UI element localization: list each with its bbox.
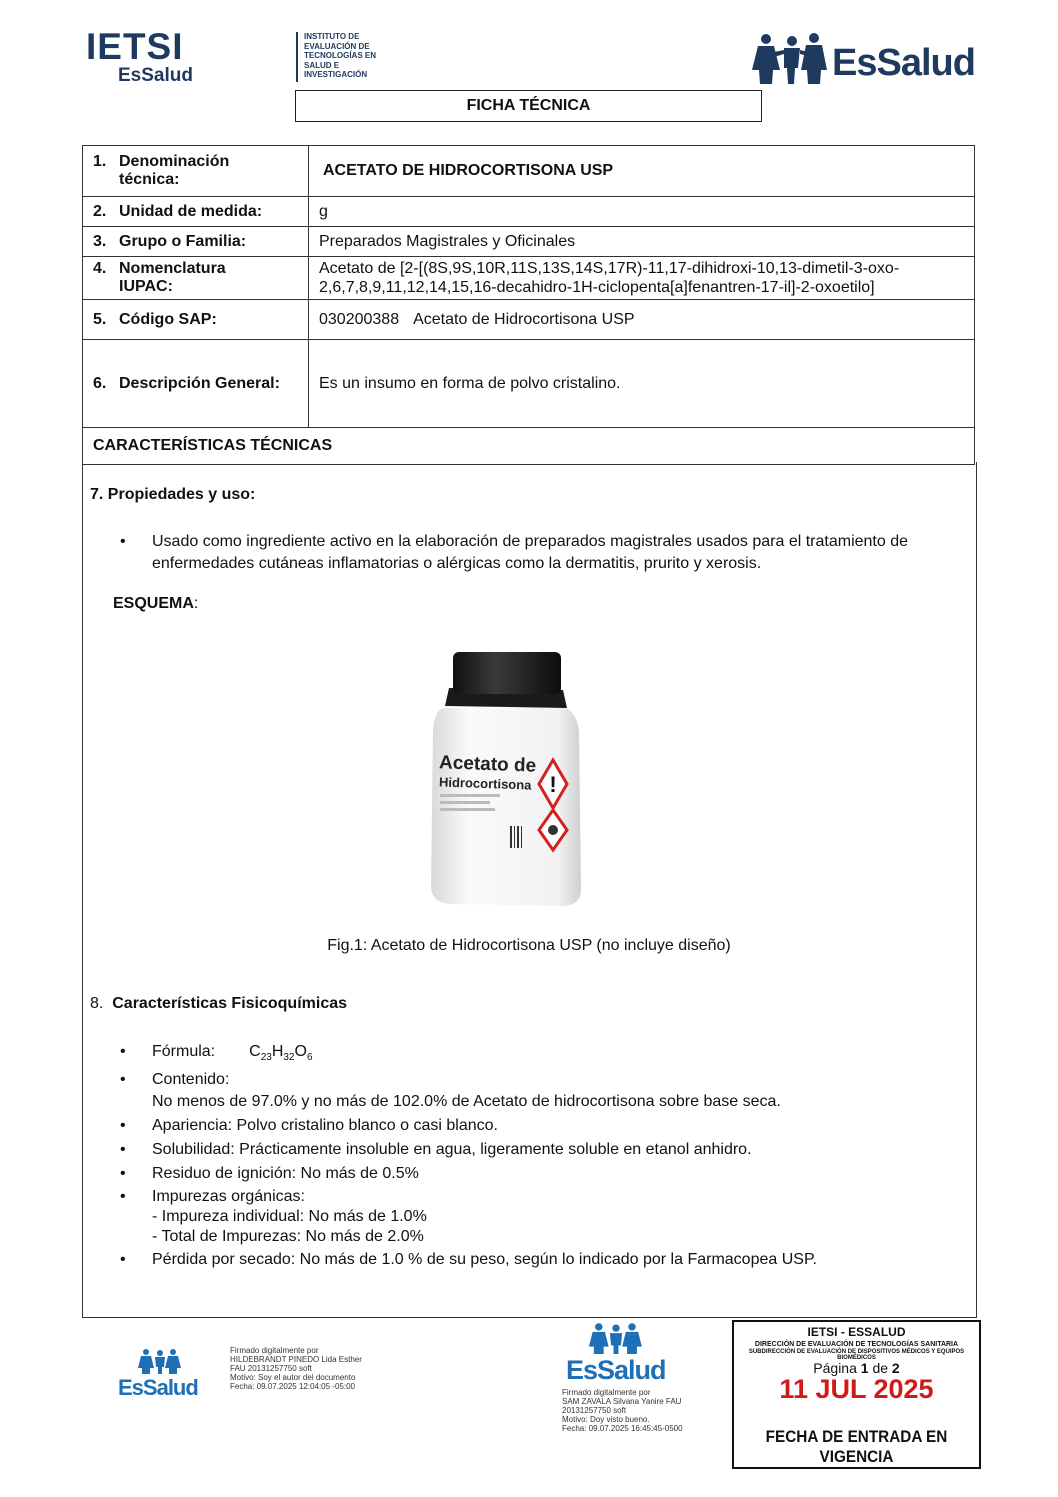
row-num: 5. <box>93 310 107 328</box>
list-item: • Pérdida por secado: No más de 1.0 % de su peso, según lo indicado por la Farmacopea USP. <box>120 1249 965 1271</box>
ietsi-logo <box>86 26 377 86</box>
formula-label: Fórmula: <box>152 1043 216 1060</box>
table-row <box>83 146 975 197</box>
section8-title-text: Características Fisicoquímicas <box>112 995 348 1012</box>
stamp-foot: FECHA DE ENTRADA EN VIGENCIA <box>765 1427 948 1466</box>
list-item <box>120 1069 965 1113</box>
esquema-label <box>113 595 198 613</box>
list-item <box>120 1187 965 1247</box>
page-current: 1 <box>860 1360 869 1376</box>
page-mid: de <box>868 1360 892 1376</box>
sap-code: 030200388 <box>319 310 400 328</box>
row-value: Es un insumo en forma de polvo cristalino. <box>309 340 975 428</box>
label-line: Denominación <box>119 153 230 170</box>
footer-center-logo <box>562 1322 672 1388</box>
stamp-title: IETSI - ESSALUD <box>807 1325 906 1339</box>
row-label <box>83 146 309 197</box>
row-value: ACETATO DE HIDROCORTISONA USP <box>309 146 975 197</box>
row-value <box>309 300 975 340</box>
formula-o-sub: 6 <box>306 1052 313 1064</box>
row-num: 1. <box>93 153 107 170</box>
impureza-total: - Total de Impurezas: No más de 2.0% <box>152 1228 424 1246</box>
row-label <box>83 340 309 428</box>
doc-title: FICHA TÉCNICA <box>295 90 762 122</box>
essalud-brand: EsSalud <box>832 42 975 84</box>
formula-h-sub: 32 <box>283 1052 295 1064</box>
row-num: 2. <box>93 202 107 220</box>
footer-left-brand: EsSalud <box>118 1375 198 1400</box>
family-icon <box>588 1322 644 1354</box>
table-row <box>83 340 975 428</box>
list-item: • Residuo de ignición: No más de 0.5% <box>120 1163 965 1185</box>
contenido-label: • Contenido: <box>152 1071 230 1089</box>
list-item: • Usado como ingrediente activo en la elaboración de preparados magistrales usados para el tratamiento de enfermedades cutáneas inflamatorias o alérgicas como la dermatitis, prurito y xerosis. <box>120 531 965 575</box>
page-prefix: Página <box>813 1360 861 1376</box>
ietsi-divider <box>296 32 298 82</box>
svg-text:!: ! <box>549 772 557 797</box>
value-line: 2,6,7,8,9,11,12,14,15,16-decahidro-1H-ciclopenta[a]fenantren-17-il]-2-oxoetilo] <box>319 279 875 296</box>
label-line: Descripción General: <box>119 374 280 392</box>
row-value: g <box>309 197 975 227</box>
formula-o: O <box>294 1043 307 1060</box>
page-total: 2 <box>891 1360 900 1376</box>
validity-stamp <box>732 1320 981 1469</box>
stamp-date: 11 JUL 2025 <box>779 1374 934 1404</box>
row-label <box>83 197 309 227</box>
impureza-individual: - Impureza individual: No más de 1.0% <box>152 1208 427 1226</box>
formula <box>249 1043 313 1064</box>
label-line: Nomenclatura <box>119 260 226 277</box>
figure-caption: Fig.1: Acetato de Hidrocortisona USP (no incluye diseño) <box>327 937 731 954</box>
ietsi-sub: EsSalud <box>118 65 193 86</box>
row-label <box>83 227 309 257</box>
list-item: • Apariencia: Polvo cristalino blanco o casi blanco. <box>120 1115 965 1137</box>
label-line: técnica: <box>119 171 180 188</box>
signature-2: Firmado digitalmente por SAM ZAVALA Silvana Yanire FAU 20131257750 soft Motivo: Doy visto bueno. Fecha: 09.07.2025 16:45:45-0500 <box>562 1388 683 1433</box>
table-row <box>83 197 975 227</box>
list-item: • Solubilidad: Prácticamente insoluble en agua, ligeramente soluble en etanol anhidro. <box>120 1139 965 1161</box>
footer-center-brand: EsSalud <box>566 1355 666 1385</box>
impurezas-label: • Impurezas orgánicas: <box>152 1188 305 1206</box>
footer-left-logo <box>118 1348 202 1402</box>
bottle-label-line2: Hidrocortisona <box>438 774 532 793</box>
table-row <box>83 428 975 465</box>
formula-c-sub: 23 <box>260 1052 272 1064</box>
table-row <box>83 257 975 300</box>
row-num: 4. <box>93 260 107 277</box>
spec-table <box>82 145 975 465</box>
label-line: IUPAC: <box>119 278 173 295</box>
esquema-colon: : <box>193 595 199 612</box>
label-line: Grupo o Familia: <box>119 232 247 250</box>
esquema-text: ESQUEMA <box>113 595 194 612</box>
section8-title <box>90 995 347 1013</box>
row-value <box>309 257 975 300</box>
family-icon <box>752 32 830 84</box>
label-line: Código SAP: <box>119 310 217 328</box>
label-line: Unidad de medida: <box>119 202 263 220</box>
row-num: 3. <box>93 232 107 250</box>
section8-list <box>120 1041 965 1271</box>
family-icon <box>138 1348 182 1374</box>
formula-h: H <box>271 1043 284 1060</box>
product-bottle-image <box>425 650 595 912</box>
section8-num: 8. <box>90 995 104 1012</box>
row-label <box>83 300 309 340</box>
signature-1: Firmado digitalmente por HILDEBRANDT PINEDO Lida Esther FAU 20131257750 soft Motivo: Soy el autor del documento Fecha: 09.07.2025 12:04:05 -05:00 <box>230 1346 362 1391</box>
row-num: 6. <box>93 374 107 392</box>
table-row <box>83 227 975 257</box>
stamp-sub1: DIRECCIÓN DE EVALUACIÓN DE TECNOLOGÍAS SANITARIA <box>754 1341 959 1348</box>
stamp-sub2: SUBDIRECCIÓN DE EVALUACIÓN DE DISPOSITIVOS MÉDICOS Y EQUIPOS BIOMÉDICOS <box>748 1349 965 1361</box>
row-label <box>83 257 309 300</box>
formula-c: C <box>249 1043 261 1060</box>
row-value: Preparados Magistrales y Oficinales <box>309 227 975 257</box>
list-item <box>120 1041 965 1069</box>
section7-list <box>120 531 965 575</box>
essalud-logo <box>752 30 982 86</box>
contenido-value: No menos de 97.0% y no más de 102.0% de Acetato de hidrocortisona sobre base seca. <box>152 1093 781 1111</box>
section-heading: CARACTERÍSTICAS TÉCNICAS <box>83 428 975 465</box>
value-line: Acetato de [2-[(8S,9S,10R,11S,13S,14S,17R)-11,17-dihidroxi-10,13-dimetil-3-oxo- <box>319 260 900 277</box>
sap-name: Acetato de Hidrocortisona USP <box>413 310 635 328</box>
table-row <box>83 300 975 340</box>
bottle-label-line1: Acetato de <box>438 752 537 777</box>
ietsi-brand: IETSI <box>86 26 184 67</box>
section7-title: 7. Propiedades y uso: <box>90 486 256 503</box>
ietsi-institute: INSTITUTO DE EVALUACIÓN DE TECNOLOGÍAS EN SALUD E INVESTIGACIÓN <box>304 32 377 79</box>
